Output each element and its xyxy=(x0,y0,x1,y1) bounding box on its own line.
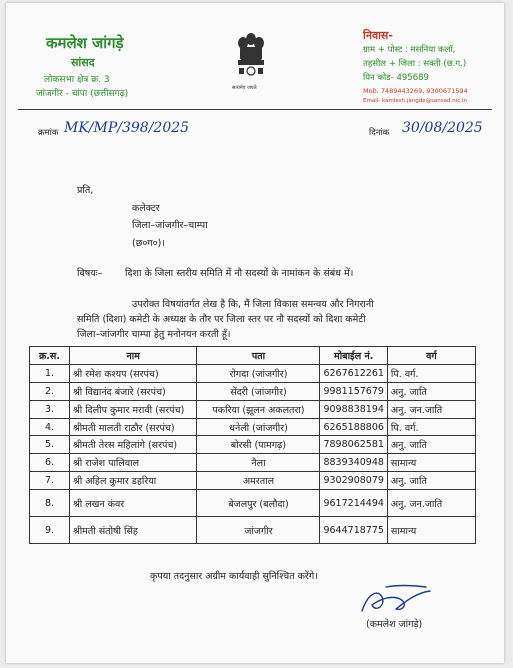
member-category: अनु. जाति xyxy=(387,436,475,454)
table-row xyxy=(30,454,476,472)
subject-label: विषयः– xyxy=(77,268,103,279)
member-address: बेजलपुर (बलौदा) xyxy=(197,490,320,517)
ref-label: क्रमांक xyxy=(38,128,59,138)
mp-constituency: लोकसभा क्षेत्र क्र. 3 xyxy=(44,75,110,85)
mp-area: जांजगीर - चांपा (छत्तीसगढ़) xyxy=(36,89,129,99)
row-serial: 7. xyxy=(30,472,70,490)
member-mobile: 9302908079 xyxy=(320,472,387,490)
date-label: दिनांक xyxy=(369,128,390,138)
member-category: अनु. जाति xyxy=(387,472,475,490)
member-category: पि. वर्ग. xyxy=(387,364,475,382)
mp-name: कमलेश जांगड़े xyxy=(46,34,124,52)
table-row xyxy=(30,517,476,544)
national-emblem-icon xyxy=(234,30,268,84)
letter-page xyxy=(6,3,504,663)
member-name: श्रीमती तेरस महिलांगे (सरपंच) xyxy=(69,436,196,454)
table-row xyxy=(30,400,476,418)
header-divider xyxy=(18,109,492,110)
member-mobile: 8839340948 xyxy=(320,454,387,472)
address-line-2: तहसील + जिला : सक्ती (छ.ग.) xyxy=(363,59,467,69)
member-name: श्री रमेश कश्यप (सरपंच) xyxy=(69,364,196,382)
member-address: जांजगीर xyxy=(197,517,320,544)
header-address: पता xyxy=(197,347,320,365)
addressee-line-2: जिला–जांजगीर–चाम्पा xyxy=(132,220,208,231)
member-address: धनेली (जांजगीर) xyxy=(197,418,320,436)
header-serial: क्र.स. xyxy=(30,347,70,365)
table-row xyxy=(30,472,476,490)
member-mobile: 9981157679 xyxy=(320,382,387,400)
body-line-3: जिला–जांजगीर चाम्पा हेतु मनोनयन करती हूँ। xyxy=(77,329,231,340)
addressee-line-3: (छ०ग०)। xyxy=(132,238,165,249)
member-address: बोरसी (पामगढ़) xyxy=(197,436,320,454)
table-row xyxy=(30,364,476,382)
member-address: पकरिया (झूलन अकलतरा) xyxy=(197,400,320,418)
member-name: श्रीमती संतोषी सिंह xyxy=(69,517,196,544)
member-category: सामान्य xyxy=(387,517,475,544)
addressee-line-1: कलेक्टर xyxy=(132,203,160,214)
member-name: श्री लखन कंवर xyxy=(69,490,196,517)
member-mobile: 9617214494 xyxy=(320,490,387,517)
row-serial: 8. xyxy=(30,490,70,517)
pincode: पिन कोड- 495689 xyxy=(363,73,429,83)
table-row xyxy=(30,490,476,517)
addressee-prati: प्रति, xyxy=(77,185,94,196)
member-mobile: 6265188806 xyxy=(320,418,387,436)
member-category: पि. वर्ग. xyxy=(387,418,475,436)
member-address: सेंदरी (जांजगीर) xyxy=(197,382,320,400)
member-category: अनु. जन.जाति xyxy=(387,490,475,517)
header-name: नाम xyxy=(69,347,196,365)
residence-title: निवास- xyxy=(363,29,393,42)
row-serial: 6. xyxy=(30,454,70,472)
row-serial: 9. xyxy=(30,517,70,544)
member-address: अमरताल xyxy=(197,472,320,490)
row-serial: 3. xyxy=(30,400,70,418)
table-header-row xyxy=(30,347,476,365)
mobile-numbers: Mob. 7489443269, 9300671594 xyxy=(363,87,468,95)
row-serial: 5. xyxy=(30,436,70,454)
row-serial: 4. xyxy=(30,418,70,436)
member-name: श्रीमती मालती राठौर (सरपंच) xyxy=(69,418,196,436)
member-mobile: 7898062581 xyxy=(320,436,387,454)
member-name: श्री विद्यानंद बंजारे (सरपंच) xyxy=(69,382,196,400)
signatory-name: (कमलेश जांगड़े) xyxy=(366,619,423,630)
member-address: नैला xyxy=(197,454,320,472)
member-mobile: 6267612261 xyxy=(320,364,387,382)
member-name: श्री राजेश पालिवाल xyxy=(69,454,196,472)
subject-text: दिशा के जिला स्तरीय समिति में नौ सदस्यों के नामांकन के संबंध में। xyxy=(125,268,354,279)
signature-mark xyxy=(356,583,436,619)
ref-number: MK/MP/398/2025 xyxy=(64,120,190,136)
mp-designation: सांसद xyxy=(71,56,95,69)
emblem-caption: सत्यमेव जयते xyxy=(232,85,257,91)
closing-request: कृपया तदनुसार अग्रीम कार्यवाही सुनिश्चित करेंगे। xyxy=(150,571,318,582)
body-line-2: समिति (दिशा) कमेटी के अध्यक्ष के तौर पर जिला स्तर पर नौ सदस्यों को दिशा कमेटी xyxy=(77,314,366,325)
member-name: श्री दिलीप कुमार मरावी (सरपंच) xyxy=(69,400,196,418)
member-name: श्री अहिल कुमार डहरिया xyxy=(69,472,196,490)
body-line-1: उपरोक्त विषयांतर्गत लेख है कि, मैं जिला विकास समन्वय और निगरानी xyxy=(132,299,374,310)
row-serial: 2. xyxy=(30,382,70,400)
date-value: 30/08/2025 xyxy=(402,120,483,136)
table-row xyxy=(30,382,476,400)
row-serial: 1. xyxy=(30,364,70,382)
member-category: अनु. जन.जाति xyxy=(387,400,475,418)
email-address: Email- kamlesh.jangde@sansad.nic.in xyxy=(363,98,468,104)
member-category: सामान्य xyxy=(387,454,475,472)
address-line-1: ग्राम + पोस्ट : मसनिया कलॉ, xyxy=(363,45,456,55)
table-row xyxy=(30,418,476,436)
header-mobile: मोबाईल नं. xyxy=(320,347,387,365)
member-category: अनु. जाति xyxy=(387,382,475,400)
members-table xyxy=(29,346,476,544)
member-address: रोगदा (जांजगीर) xyxy=(197,364,320,382)
member-mobile: 9644718775 xyxy=(320,517,387,544)
table-row xyxy=(30,436,476,454)
header-category: वर्ग xyxy=(387,347,475,365)
member-mobile: 9098838194 xyxy=(320,400,387,418)
